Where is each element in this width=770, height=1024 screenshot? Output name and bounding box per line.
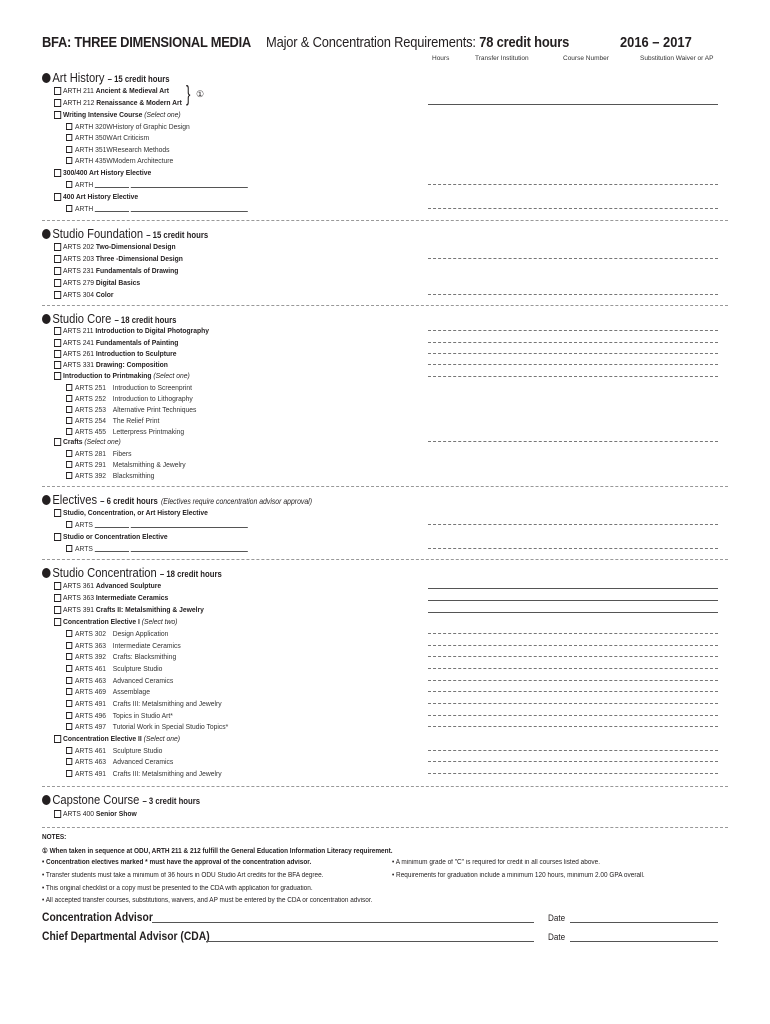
checkbox[interactable] (54, 169, 61, 177)
course-name: Metalsmithing & Jewelry (112, 460, 186, 469)
course-code: ARTS 363 (75, 641, 107, 650)
cda-signature-line[interactable] (206, 941, 534, 942)
section-divider (42, 559, 728, 560)
checkbox[interactable] (66, 146, 72, 153)
program-title: BFA: THREE DIMENSIONAL MEDIA (42, 34, 251, 51)
course-name: Design Application (112, 629, 169, 638)
requirement-label: Concentration Elective I (63, 617, 140, 626)
course-name: Ancient & Medieval Art (95, 86, 170, 95)
course-title-blank[interactable] (131, 211, 248, 212)
option-row (66, 449, 132, 458)
checkbox[interactable] (54, 291, 61, 299)
course-name: Modern Architecture (112, 156, 174, 165)
checkbox[interactable] (66, 688, 72, 695)
section-bullet-icon (42, 314, 51, 324)
requirement-note: (Select one) (144, 110, 181, 119)
course-row (54, 593, 168, 602)
course-prefix: ARTS (75, 520, 93, 529)
brace-icon: } (186, 81, 191, 106)
section-credits: – 6 credit hours (100, 496, 158, 506)
course-code: ARTS 254 (75, 416, 107, 425)
major-hours: 78 credit hours (479, 34, 570, 51)
answer-line[interactable] (428, 258, 718, 259)
option-row (66, 769, 222, 778)
course-name: Introduction to Lithography (112, 394, 193, 403)
requirement-note: (Select one) (143, 734, 181, 743)
course-title-blank[interactable] (131, 551, 248, 552)
course-name: Digital Basics (95, 278, 141, 287)
course-row (54, 242, 176, 251)
major-prefix: Major & Concentration Requirements: (266, 34, 476, 51)
option-row (66, 641, 181, 650)
cda-label: Chief Departmental Advisor (CDA) (42, 929, 210, 943)
cda-date-line[interactable] (570, 941, 718, 942)
course-prefix: ARTS (75, 544, 93, 553)
course-row (54, 290, 114, 299)
advisor-date-line[interactable] (570, 922, 718, 923)
checkbox[interactable] (66, 157, 72, 164)
section-divider (42, 486, 728, 487)
answer-line[interactable] (428, 548, 718, 549)
course-name: Drawing: Composition (95, 360, 168, 369)
course-name: Alternative Print Techniques (112, 405, 197, 414)
section-title: Electives (52, 492, 98, 507)
footnote-text: ① When taken in sequence at ODU, ARTH 211 & 212 fulfill the General Education Information Literacy requirement. (42, 848, 393, 855)
course-number-blank[interactable] (95, 211, 129, 212)
checkbox[interactable] (66, 770, 72, 777)
option-row (66, 687, 150, 696)
course-prefix: ARTH (75, 204, 94, 213)
answer-line[interactable] (428, 633, 718, 634)
arth-blank-row (66, 204, 248, 213)
course-name: Research Methods (112, 145, 170, 154)
checkbox[interactable] (66, 450, 72, 457)
course-name: Color (95, 290, 114, 299)
course-arth211 (54, 86, 169, 95)
course-name: Advanced Sculpture (95, 581, 162, 590)
checkbox[interactable] (66, 642, 72, 649)
note-text: • Concentration electives marked * must have the approval of the concentration advisor. (42, 859, 312, 866)
section-credits: – 18 credit hours (114, 315, 177, 325)
section-title: Studio Foundation (52, 226, 144, 241)
checkbox[interactable] (66, 677, 72, 684)
arts-blank-row (66, 544, 248, 553)
checkbox[interactable] (54, 327, 61, 335)
checkbox[interactable] (54, 243, 61, 251)
course-code: ARTS 400 (63, 809, 95, 818)
checkbox[interactable] (54, 533, 61, 541)
section-credits: – 15 credit hours (146, 230, 209, 240)
option-row (66, 722, 228, 731)
checkbox[interactable] (66, 653, 72, 660)
course-code: ARTS 211 (63, 326, 94, 335)
notes-heading-text: NOTES: (42, 834, 67, 841)
requirement-label: Introduction to Printmaking (63, 371, 152, 380)
checkbox[interactable] (66, 395, 72, 402)
course-name: Three -Dimensional Design (95, 254, 183, 263)
course-code: ARTS 281 (75, 449, 107, 458)
requirement-note: (Select one) (84, 437, 121, 446)
course-code: ARTS 231 (63, 266, 95, 275)
option-row (66, 711, 173, 720)
course-code: ARTH 351W (75, 145, 113, 154)
answer-line[interactable] (428, 364, 718, 365)
course-code: ARTS 463 (75, 676, 107, 685)
course-code: ARTH 212 (63, 98, 95, 107)
course-prefix: ARTH (75, 180, 94, 189)
elective-400 (54, 192, 138, 201)
section-capstone (42, 792, 200, 807)
note-left (42, 859, 311, 866)
course-code: ARTS 392 (75, 652, 107, 661)
checkbox[interactable] (66, 428, 72, 435)
option-arth351w (66, 145, 169, 154)
course-name: Crafts III: Metalsmithing and Jewelry (112, 699, 222, 708)
option-row (66, 629, 168, 638)
answer-line[interactable] (428, 294, 718, 295)
section-divider (42, 305, 728, 306)
course-title-blank[interactable] (131, 187, 248, 188)
course-name: Tutorial Work in Special Studio Topics* (112, 722, 229, 731)
course-code: ARTS 253 (75, 405, 107, 414)
course-name: Topics in Studio Art* (112, 711, 173, 720)
course-name: Advanced Ceramics (112, 757, 174, 766)
course-code: ARTS 392 (75, 471, 107, 480)
checkbox[interactable] (54, 582, 61, 590)
checkbox[interactable] (66, 461, 72, 468)
concentration-elective-1 (54, 617, 177, 626)
option-row (66, 746, 162, 755)
course-name: Renaissance & Modern Art (96, 98, 182, 107)
requirement-note: (Select two) (141, 617, 178, 626)
note-left: • All accepted transfer courses, substitutions, waivers, and AP must be entered by the CDA or concentration advisor. (42, 897, 373, 904)
academic-year: 2016 – 2017 (620, 34, 692, 51)
section-studio-foundation (42, 226, 208, 241)
notes-heading (42, 834, 66, 841)
course-code: ARTS 469 (75, 687, 107, 696)
answer-line[interactable] (428, 600, 718, 601)
section-credits: – 15 credit hours (107, 74, 170, 84)
course-row (54, 581, 161, 590)
course-row (54, 278, 140, 287)
section-studio-concentration (42, 565, 222, 580)
note-left: • This original checklist or a copy must be presented to the CDA with application for graduation. (42, 885, 313, 892)
checkbox[interactable] (54, 99, 61, 107)
answer-line[interactable] (428, 761, 718, 762)
course-name: The Relief Print (112, 416, 160, 425)
section-studio-core (42, 311, 176, 326)
checkbox[interactable] (54, 267, 61, 275)
section-note: (Electives require concentration advisor approval) (160, 497, 312, 506)
course-title-blank[interactable] (131, 527, 248, 528)
course-row (54, 326, 209, 335)
checkbox[interactable] (66, 630, 72, 637)
checkbox[interactable] (54, 438, 61, 446)
answer-line[interactable] (428, 645, 718, 646)
requirement-label: 300/400 Art History Elective (63, 168, 152, 177)
course-name: Fundamentals of Painting (95, 338, 179, 347)
note-right: • Requirements for graduation include a minimum 120 hours, minimum 2.00 GPA overall. (392, 872, 645, 879)
course-row (54, 809, 137, 818)
course-code: ARTS 251 (75, 383, 107, 392)
section-credits: – 18 credit hours (159, 569, 222, 579)
course-row (54, 338, 178, 347)
course-name: Introduction to Digital Photography (95, 326, 210, 335)
option-row (66, 664, 162, 673)
course-code: ARTS 363 (63, 593, 95, 602)
section-bullet-icon (42, 495, 51, 505)
checkbox[interactable] (54, 87, 61, 95)
section-title: Capstone Course (52, 792, 140, 807)
course-name: Crafts III: Metalsmithing and Jewelry (112, 769, 222, 778)
answer-line[interactable] (428, 524, 718, 525)
checkbox[interactable] (66, 134, 72, 141)
checkbox[interactable] (66, 123, 72, 130)
option-row (66, 699, 222, 708)
writing-intensive (54, 110, 181, 119)
requirement-label: 400 Art History Elective (63, 192, 139, 201)
section-divider (42, 786, 728, 787)
course-name: Intermediate Ceramics (95, 593, 169, 602)
checkbox[interactable] (54, 111, 61, 119)
requirement-label: Crafts (63, 437, 83, 446)
course-name: Sculpture Studio (112, 746, 163, 755)
option-arth435w (66, 156, 173, 165)
course-code: ARTS 302 (75, 629, 107, 638)
course-code: ARTS 361 (63, 581, 95, 590)
checkbox[interactable] (54, 509, 61, 517)
checkbox[interactable] (54, 255, 61, 263)
date-label: Date (548, 932, 566, 942)
course-code: ARTS 497 (75, 722, 107, 731)
answer-line[interactable] (428, 330, 718, 331)
course-code: ARTS 491 (75, 699, 107, 708)
option-arth320w (66, 122, 190, 131)
note-right: • A minimum grade of "C" is required for credit in all courses listed above. (392, 859, 600, 866)
option-row (66, 652, 176, 661)
checkbox[interactable] (66, 747, 72, 754)
checkbox[interactable] (54, 618, 61, 626)
answer-line[interactable] (428, 104, 718, 105)
course-name: Introduction to Screenprint (112, 383, 192, 392)
section-bullet-icon (42, 568, 51, 578)
answer-line[interactable] (428, 208, 718, 209)
course-row (54, 360, 168, 369)
course-code: ARTS 496 (75, 711, 107, 720)
concentration-advisor-label: Concentration Advisor (42, 910, 153, 924)
course-code: ARTS 261 (63, 349, 95, 358)
checkbox[interactable] (66, 205, 72, 212)
option-row (66, 427, 184, 436)
section-bullet-icon (42, 795, 51, 805)
arts-blank-row (66, 520, 248, 529)
answer-line[interactable] (428, 726, 718, 727)
checkbox[interactable] (54, 372, 61, 380)
checkbox[interactable] (54, 350, 61, 358)
option-row (66, 471, 154, 480)
checkbox[interactable] (66, 712, 72, 719)
course-name: Advanced Ceramics (112, 676, 174, 685)
checkbox[interactable] (66, 545, 72, 552)
col-substitution: Substitution Waiver or AP (640, 55, 714, 62)
footnote-marker: ① (196, 89, 205, 99)
course-number-blank[interactable] (95, 551, 129, 552)
course-name: Intermediate Ceramics (112, 641, 181, 650)
course-code: ARTS 491 (75, 769, 107, 778)
date-label: Date (548, 913, 566, 923)
checkbox[interactable] (66, 665, 72, 672)
course-code: ARTS 203 (63, 254, 95, 263)
requirement-note: (Select one) (153, 371, 190, 380)
course-row (54, 349, 177, 358)
course-code: ARTS 331 (63, 360, 95, 369)
elective-300-400 (54, 168, 151, 177)
course-name: History of Graphic Design (112, 122, 190, 131)
checkbox[interactable] (54, 339, 61, 347)
section-title: Studio Concentration (52, 565, 157, 580)
course-number-blank[interactable] (95, 187, 129, 188)
course-code: ARTS 463 (75, 757, 107, 766)
course-name: Crafts II: Metalsmithing & Jewelry (95, 605, 204, 614)
option-row (66, 460, 186, 469)
crafts-requirement (54, 437, 121, 446)
section-divider (42, 220, 728, 221)
course-code: ARTS 252 (75, 394, 107, 403)
course-code: ARTH 435W (75, 156, 113, 165)
course-code: ARTS 291 (75, 460, 107, 469)
requirement-label: Writing Intensive Course (63, 110, 143, 119)
advisor-signature-line[interactable] (152, 922, 534, 923)
checkbox[interactable] (66, 758, 72, 765)
checkbox[interactable] (66, 181, 72, 188)
answer-line[interactable] (428, 691, 718, 692)
printmaking-requirement (54, 371, 190, 380)
course-code: ARTS 202 (63, 242, 95, 251)
option-row (66, 383, 192, 392)
course-name: Letterpress Printmaking (112, 427, 185, 436)
section-art-history (42, 70, 170, 85)
section-title: Art History (52, 70, 105, 85)
checkbox[interactable] (54, 735, 61, 743)
answer-line[interactable] (428, 588, 718, 589)
checkbox[interactable] (66, 472, 72, 479)
course-code: ARTS 455 (75, 427, 107, 436)
course-name: Blacksmithing (112, 471, 155, 480)
answer-line[interactable] (428, 612, 718, 613)
course-name: Fibers (112, 449, 132, 458)
major-requirements-heading (266, 34, 569, 51)
checkbox[interactable] (66, 521, 72, 528)
answer-line[interactable] (428, 376, 718, 377)
section-bullet-icon (42, 229, 51, 239)
checkbox[interactable] (66, 417, 72, 424)
course-number-blank[interactable] (95, 527, 129, 528)
course-code: ARTS 391 (63, 605, 95, 614)
course-name: Introduction to Sculpture (95, 349, 177, 358)
option-row (66, 405, 196, 414)
course-code: ARTS 461 (75, 746, 107, 755)
course-code: ARTS 304 (63, 290, 95, 299)
answer-line[interactable] (428, 342, 718, 343)
course-name: Fundamentals of Drawing (95, 266, 179, 275)
elective-row (54, 508, 208, 517)
col-transfer: Transfer Institution (475, 55, 529, 62)
option-arth350w (66, 133, 149, 142)
checkbox[interactable] (54, 810, 61, 818)
notes-footnote (42, 847, 393, 855)
course-code: ARTS 241 (63, 338, 95, 347)
course-name: Two-Dimensional Design (95, 242, 176, 251)
requirement-label: Studio, Concentration, or Art History Elective (63, 508, 208, 517)
col-hours: Hours (432, 55, 450, 62)
course-name: Senior Show (95, 809, 137, 818)
note-left: • Transfer students must take a minimum of 36 hours in ODU Studio Art credits for the BFA degree. (42, 872, 324, 879)
answer-line[interactable] (428, 773, 718, 774)
course-code: ARTH 211 (63, 86, 94, 95)
answer-line[interactable] (428, 680, 718, 681)
course-name: Assemblage (112, 687, 150, 696)
section-title: Studio Core (52, 311, 112, 326)
course-arth212 (54, 98, 182, 107)
course-code: ARTS 461 (75, 664, 107, 673)
section-bullet-icon (42, 73, 51, 83)
checkbox[interactable] (54, 594, 61, 602)
elective-row (54, 532, 168, 541)
option-row (66, 676, 173, 685)
option-row (66, 416, 159, 425)
course-code: ARTH 320W (75, 122, 113, 131)
section-divider (42, 827, 728, 828)
course-row (54, 266, 178, 275)
checkbox[interactable] (66, 700, 72, 707)
course-row (54, 605, 204, 614)
col-course-number: Course Number (563, 55, 609, 62)
requirement-label: Studio or Concentration Elective (63, 532, 168, 541)
concentration-elective-2 (54, 734, 180, 743)
requirement-label: Concentration Elective II (63, 734, 142, 743)
answer-line[interactable] (428, 353, 718, 354)
course-code: ARTH 350W (75, 133, 113, 142)
answer-line[interactable] (428, 715, 718, 716)
checkbox[interactable] (66, 384, 72, 391)
option-row (66, 757, 173, 766)
course-name: Art Criticism (112, 133, 150, 142)
checkbox[interactable] (54, 606, 61, 614)
section-credits: – 3 credit hours (142, 796, 201, 806)
section-electives (42, 492, 312, 507)
checkbox[interactable] (54, 279, 61, 287)
answer-line[interactable] (428, 750, 718, 751)
course-row (54, 254, 183, 263)
option-row (66, 394, 193, 403)
course-name: Sculpture Studio (112, 664, 163, 673)
course-name: Crafts: Blacksmithing (112, 652, 177, 661)
checkbox[interactable] (54, 361, 61, 369)
arth-blank-row (66, 180, 248, 189)
checkbox[interactable] (66, 406, 72, 413)
checkbox[interactable] (54, 193, 61, 201)
checkbox[interactable] (66, 723, 72, 730)
answer-line[interactable] (428, 656, 718, 657)
answer-line[interactable] (428, 668, 718, 669)
answer-line[interactable] (428, 184, 718, 185)
answer-line[interactable] (428, 703, 718, 704)
answer-line[interactable] (428, 441, 718, 442)
course-code: ARTS 279 (63, 278, 95, 287)
